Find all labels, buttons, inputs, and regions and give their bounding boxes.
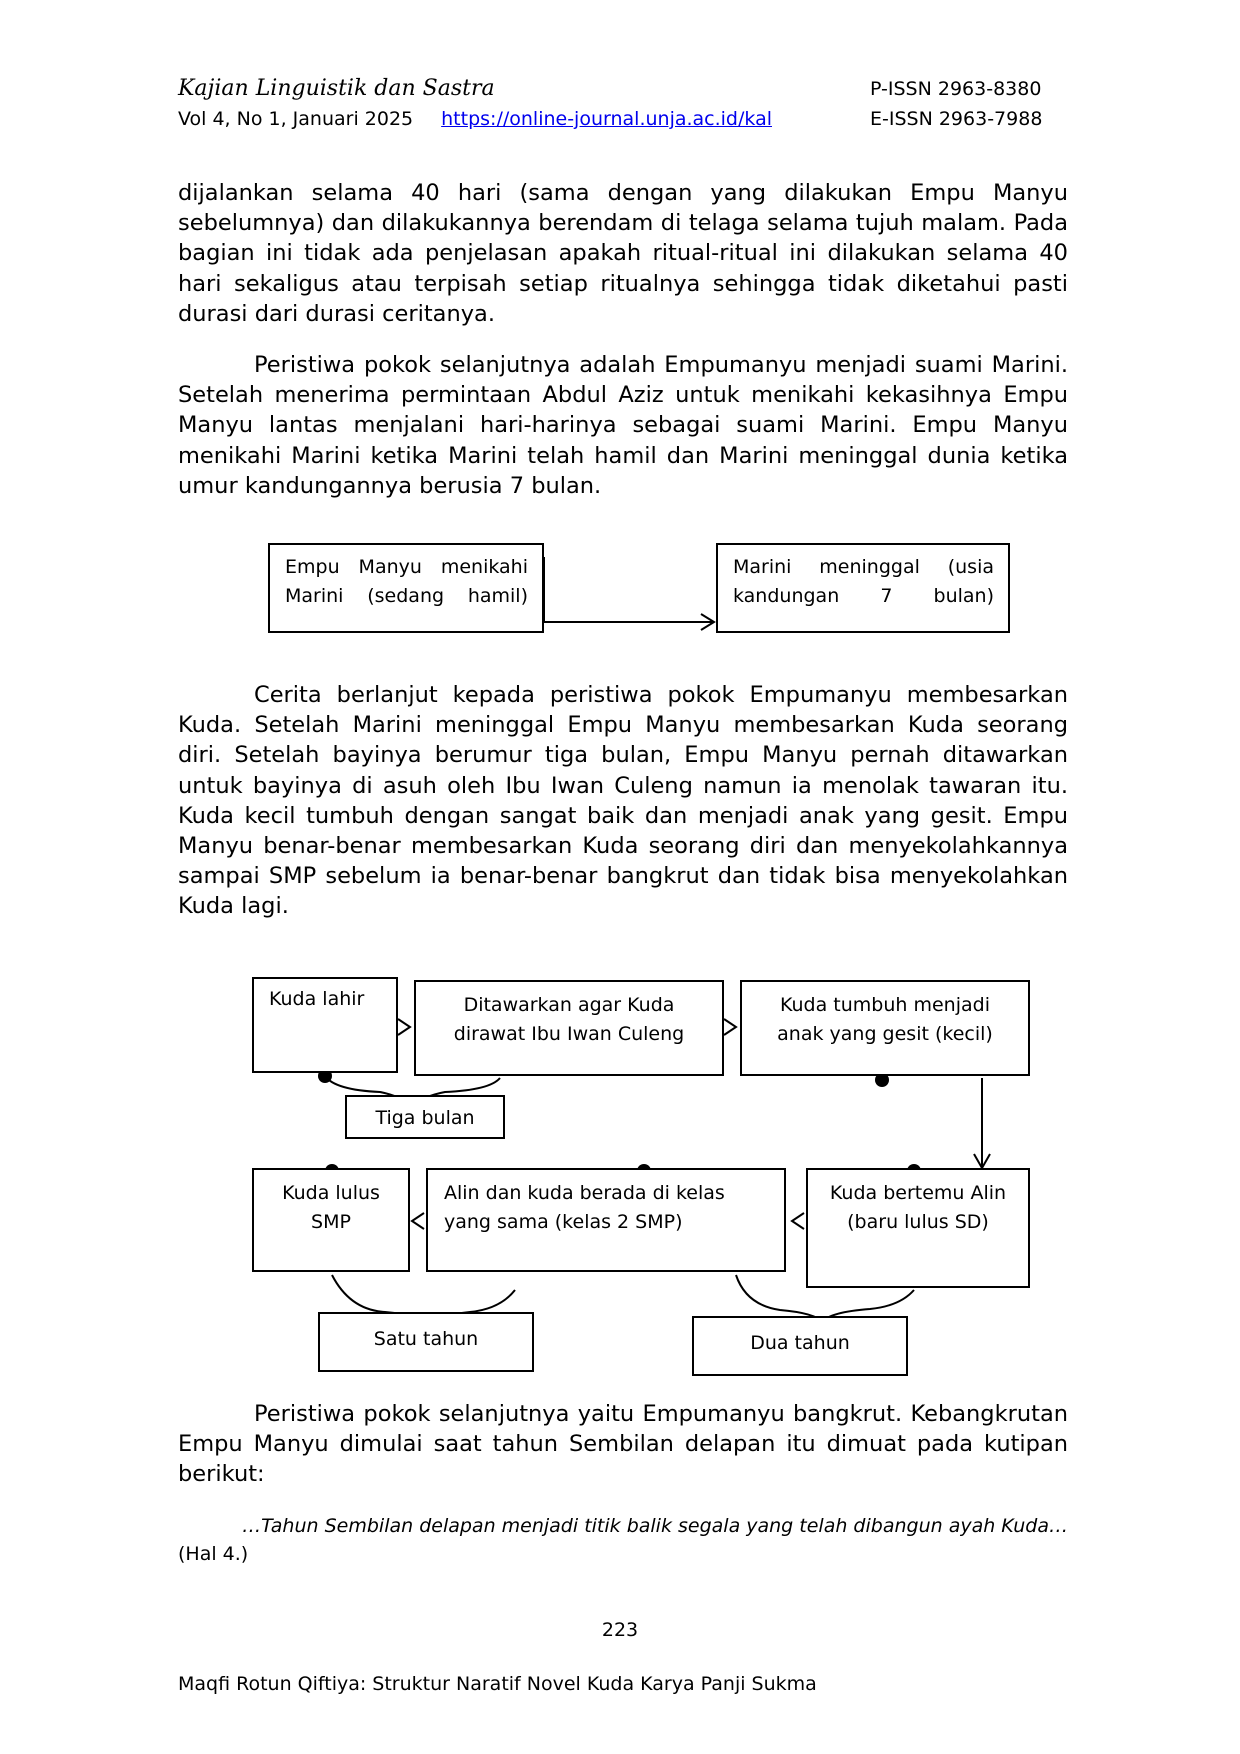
box-label: Marini meninggal (usia kandungan 7 bulan) xyxy=(733,556,994,607)
box-label: Kuda tumbuh menjadi anak yang gesit (kecil) xyxy=(777,994,993,1045)
box-label: Kuda lulus SMP xyxy=(282,1182,380,1233)
duration-label: Dua tahun xyxy=(750,1332,850,1354)
box-kuda-tumbuh xyxy=(740,980,1030,1076)
paragraph-3: Cerita berlanjut kepada peristiwa pokok Empumanyu membesarkan Kuda. Setelah Marini meninggal Empu Manyu membesarkan Kuda seorang diri. Setelah bayinya berumur tiga bulan, Empu Manyu pernah ditawarkan untuk bayinya di asuh oleh Ibu Iwan Culeng namun ia menolak tawaran itu. Kuda kecil tumbuh dengan sangat baik dan menjadi anak yang gesit. Empu Manyu benar-benar membesarkan Kuda seorang diri dan menyekolahkannya sampai SMP sebelum ia benar-benar bangkrut dan tidak bisa menyekolahkan Kuda lagi. xyxy=(178,682,1068,920)
duration-label: Tiga bulan xyxy=(375,1107,475,1129)
page-number: 223 xyxy=(601,1619,639,1641)
quote-text: …Tahun Sembilan delapan menjadi titik balik segala yang telah dibangun ayah Kuda… xyxy=(242,1515,1068,1537)
box-kuda-lahir xyxy=(252,977,398,1073)
box-label: Kuda lahir xyxy=(269,988,365,1010)
arrowhead-icon xyxy=(792,1213,804,1229)
box-kuda-bertemu-alin xyxy=(806,1168,1030,1288)
box-label: Kuda bertemu Alin (baru lulus SD) xyxy=(829,1182,1007,1233)
box-tiga-bulan xyxy=(345,1095,505,1139)
box-kuda-lulus-smp xyxy=(252,1168,410,1272)
arrowhead-icon xyxy=(412,1213,424,1229)
arrowhead-icon xyxy=(701,614,714,630)
paragraph-1: dijalankan selama 40 hari (sama dengan yang dilakukan Empu Manyu sebelumnya) dan dilakukannya berendam di telaga selama tujuh malam. Pada bagian ini tidak ada penjelasan apakah ritual-ritual ini dilakukan selama 40 hari sekaligus atau terpisah setiap ritualnya sehingga tidak diketahui pasti durasi dari durasi ceritanya. xyxy=(178,180,1068,327)
e-issn: E-ISSN 2963-7988 xyxy=(870,108,1043,130)
volume-info: Vol 4, No 1, Januari 2025 xyxy=(178,108,414,130)
box-marini-meninggal xyxy=(716,543,1010,633)
quote-reference: (Hal 4.) xyxy=(178,1543,249,1565)
box-satu-tahun xyxy=(318,1312,534,1372)
arrowhead-icon xyxy=(724,1019,736,1035)
box-dua-tahun xyxy=(692,1316,908,1376)
box-label: Alin dan kuda berada di kelas yang sama (kelas 2 SMP) xyxy=(444,1182,725,1233)
box-label: Ditawarkan agar Kuda dirawat Ibu Iwan Culeng xyxy=(453,994,685,1045)
box-label: Empu Manyu menikahi Marini (sedang hamil) xyxy=(285,556,528,607)
paragraph-4: Peristiwa pokok selanjutnya yaitu Empumanyu bangkrut. Kebangkrutan Empu Manyu dimulai saat tahun Sembilan delapan itu dimuat pada kutipan berikut: xyxy=(178,1401,1068,1488)
duration-label: Satu tahun xyxy=(373,1328,479,1350)
box-alin-kelas xyxy=(426,1168,786,1272)
arrowhead-icon xyxy=(398,1019,410,1035)
p-issn: P-ISSN 2963-8380 xyxy=(870,78,1042,100)
journal-title: Kajian Linguistik dan Sastra xyxy=(178,76,495,101)
running-footer: Maqfi Rotun Qiftiya: Struktur Naratif Novel Kuda Karya Panji Sukma xyxy=(178,1673,817,1695)
running-header xyxy=(178,74,1048,134)
arrowhead-icon xyxy=(974,1154,990,1168)
box-ditawarkan xyxy=(414,980,724,1076)
paragraph-2: Peristiwa pokok selanjutnya adalah Empumanyu menjadi suami Marini. Setelah menerima permintaan Abdul Aziz untuk menikahi kekasihnya Empu Manyu lantas menjalani hari-harinya sebagai suami Marini. Empu Manyu menikahi Marini ketika Marini telah hamil dan Marini meninggal dunia ketika umur kandungannya berusia 7 bulan. xyxy=(178,352,1068,499)
quote-block xyxy=(178,1512,1068,1568)
journal-url-link[interactable]: https://online-journal.unja.ac.id/kal xyxy=(441,108,772,130)
arrow-marriage-to-death xyxy=(544,557,712,622)
box-empu-menikahi-marini xyxy=(268,543,544,633)
